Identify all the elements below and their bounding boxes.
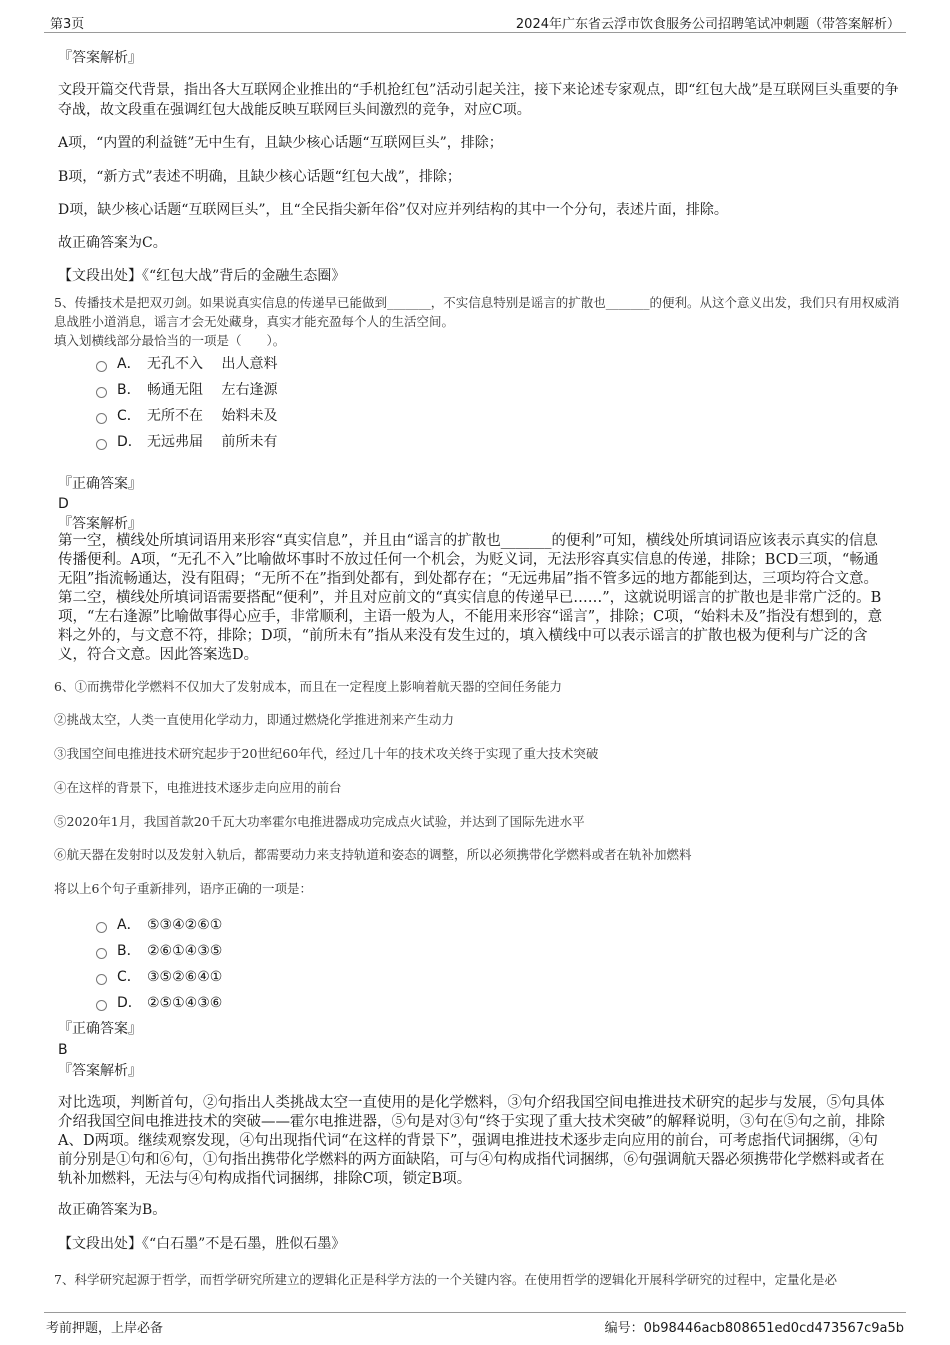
option-text: ③⑤②⑥④① [147, 969, 223, 985]
q4-option-b-analysis: B项，“新方式”表述不明确，且缺少核心话题“红包大战”，排除； [58, 169, 461, 185]
q5-analysis: 第一空，横线处所填词语用来形容“真实信息”，并且由“谣言的扩散也_______的便利”可知，横线处所填词语应该表示真实的信息传播便利。A项，“无孔不入”比喻做坏事时不放过任何一个机会，为贬义词，无法形容真实信息的传递，排除；BCD三项，“畅通无阻”指流畅通达，没有阻碍；“无所不在”指到处都有，到处都存在；“无远弗届”指不管多远的地方都能到达，三项均符合文意。第二空，横线处所填词语需要搭配“便利”，并且对应前文的“真实信息的传递早已……”，这就说明谣言的扩散也是非常广泛的。B项，“左右逢源”比喻做事得心应手，非常顺利，主语一般为人，不能用来形容“谣言”，排除；C项，“始料未及”指没有想到的，意料之外的，与文意不符，排除；D项，“前所未有”指从来没有发生过的，填入横线中可以表示谣言的扩散也极为便利与广泛的含义，符合文意。因此答案选D。 [58, 533, 883, 663]
option-text: 无孔不入 出人意料 [147, 356, 278, 372]
radio-icon[interactable] [96, 922, 107, 933]
q5-analysis-label: 『答案解析』 [58, 516, 142, 532]
option-letter: D． [117, 995, 142, 1011]
option-letter: D． [117, 434, 142, 450]
q6-option-b[interactable] [96, 941, 222, 961]
q5-correct-label: 『正确答案』 [58, 476, 142, 492]
q6-option-c[interactable] [96, 967, 222, 987]
document-title: 2024年广东省云浮市饮食服务公司招聘笔试冲刺题（带答案解析） [515, 17, 900, 32]
q4-option-a-analysis: A项，“内置的利益链”无中生有，且缺少核心话题“互联网巨头”，排除； [58, 135, 503, 151]
page-header [44, 10, 906, 33]
q6-conclusion: 故正确答案为B。 [58, 1202, 167, 1218]
q6-prompt: 将以上6个句子重新排列，语序正确的一项是： [54, 881, 312, 896]
q5-correct-answer: D [58, 496, 69, 512]
q6-sentence-2: ②挑战太空，人类一直使用化学动力，即通过燃烧化学推进剂来产生动力 [54, 712, 455, 727]
q6-option-a[interactable] [96, 915, 222, 935]
q6-sentence-4: ④在这样的背景下，电推进技术逐步走向应用的前台 [54, 780, 342, 795]
q6-analysis: 对比选项，判断首句，②句指出人类挑战太空一直使用的是化学燃料，③句介绍我国空间电推进技术研究的起步与发展，⑤句具体介绍我国空间电推进技术的突破——霍尔电推进器，⑤句是对③句“终于实现了重大技术突破”的解释说明，③句在⑤句之前，排除A、D两项。继续观察发现，④句出现指代词“在这样的背景下”，强调电推进技术逐步走向应用的前台，可考虑指代词捆绑，④句前分别是①句和⑥句，①句指出携带化学燃料的两方面缺陷，可与④句构成指代词捆绑，⑥句强调航天器必须携带化学燃料或者在轨补加燃料，无法与④句构成指代词捆绑，排除C项，锁定B项。 [58, 1095, 885, 1187]
q6-correct-label: 『正确答案』 [58, 1021, 142, 1037]
q5-option-c[interactable] [96, 406, 277, 426]
q6-option-d[interactable] [96, 993, 222, 1013]
q6-sentence-6: ⑥航天器在发射时以及发射入轨后，都需要动力来支持轨道和姿态的调整，所以必须携带化学燃料或者在轨补加燃料 [54, 847, 692, 862]
q4-source: 【文段出处】《“红包大战”背后的金融生态圈》 [58, 268, 346, 284]
q7-stem: 7、科学研究起源于哲学，而哲学研究所建立的逻辑化正是科学方法的一个关键内容。在使用哲学的逻辑化开展科学研究的过程中，定量化是必 [54, 1272, 837, 1287]
q6-sentence-1: 6、①而携带化学燃料不仅加大了发射成本，而且在一定程度上影响着航天器的空间任务能力 [54, 679, 562, 694]
radio-icon[interactable] [96, 974, 107, 985]
q5-prompt: 填入划横线部分最恰当的一项是（ ）。 [54, 333, 286, 348]
radio-icon[interactable] [96, 1000, 107, 1011]
option-text: ②⑥①④③⑤ [147, 943, 223, 959]
q6-correct-answer: B [58, 1042, 68, 1058]
page-footer [44, 1312, 906, 1335]
q5-option-a[interactable] [96, 354, 277, 374]
radio-icon[interactable] [96, 413, 107, 424]
q6-source: 【文段出处】《“白石墨”不是石墨，胜似石墨》 [58, 1236, 346, 1252]
radio-icon[interactable] [96, 439, 107, 450]
q4-option-d-analysis: D项，缺少核心话题“互联网巨头”，且“全民指尖新年俗”仅对应并列结构的其中一个分句，表述片面，排除。 [58, 202, 728, 218]
q5-option-b[interactable] [96, 380, 277, 400]
option-letter: A． [117, 356, 141, 372]
option-letter: B． [117, 943, 141, 959]
option-text: ②⑤①④③⑥ [147, 995, 223, 1011]
radio-icon[interactable] [96, 361, 107, 372]
q6-sentence-3: ③我国空间电推进技术研究起步于20世纪60年代，经过几十年的技术攻关终于实现了重大技术突破 [54, 746, 599, 761]
q5-option-d[interactable] [96, 432, 277, 452]
option-text: 无所不在 始料未及 [147, 408, 278, 424]
q4-analysis-paragraph: 文段开篇交代背景，指出各大互联网企业推出的“手机抢红包”活动引起关注，接下来论述专家观点，即“红包大战”是互联网巨头重要的争夺战，故文段重在强调红包大战能反映互联网巨头间激烈的竞争，对应C项。 [58, 82, 899, 118]
q5-stem: 5、传播技术是把双刃剑。如果说真实信息的传递早已能做到_______，不实信息特别是谣言的扩散也_______的便利。从这个意义出发，我们只有用权威消息战胜小道消息，谣言才会无处藏身，真实才能充盈每个人的生活空间。 [54, 295, 900, 329]
footer-slogan: 考前押题，上岸必备 [46, 1321, 164, 1336]
option-letter: C． [117, 969, 141, 985]
q6-sentence-5: ⑤2020年1月，我国首款20千瓦大功率霍尔电推进器成功完成点火试验，并达到了国际先进水平 [54, 814, 585, 829]
page-number: 第3页 [50, 17, 85, 32]
radio-icon[interactable] [96, 387, 107, 398]
q4-conclusion: 故正确答案为C。 [58, 235, 167, 251]
option-letter: A． [117, 917, 141, 933]
document-code: 编号：0b98446acb808651ed0cd473567c9a5b [604, 1321, 904, 1336]
q6-analysis-label: 『答案解析』 [58, 1063, 142, 1079]
option-text: 畅通无阻 左右逢源 [147, 382, 278, 398]
option-text: ⑤③④②⑥① [147, 917, 223, 933]
option-text: 无远弗届 前所未有 [147, 434, 278, 450]
option-letter: C． [117, 408, 141, 424]
option-letter: B． [117, 382, 141, 398]
q4-analysis-label: 『答案解析』 [58, 50, 142, 66]
radio-icon[interactable] [96, 948, 107, 959]
